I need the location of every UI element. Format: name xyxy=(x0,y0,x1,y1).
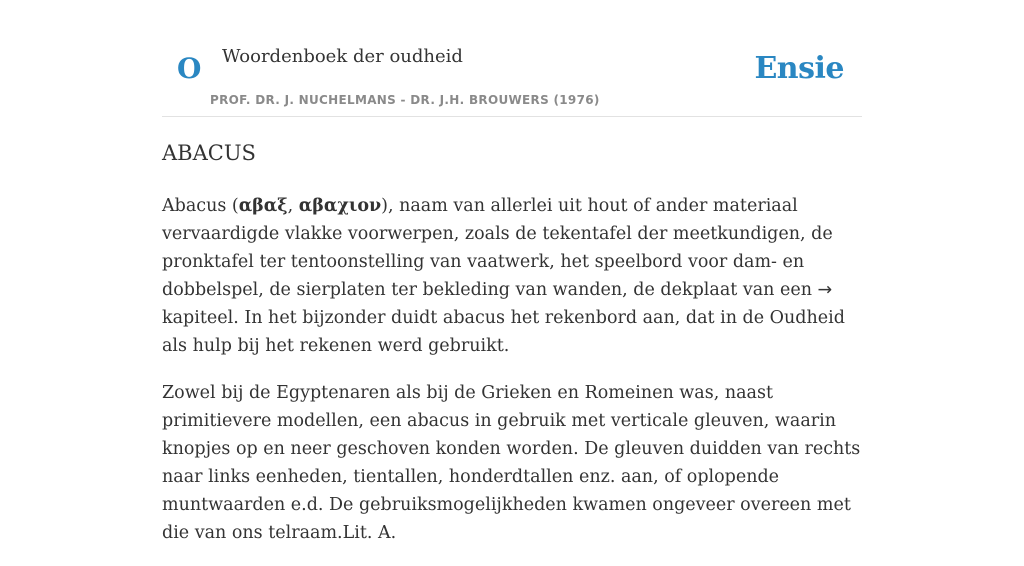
ensie-logo-link[interactable]: Ensie xyxy=(754,51,844,86)
greek-term-1: αβαξ xyxy=(238,196,288,216)
entry-content xyxy=(162,192,862,566)
p1-text: ), naam van allerlei uit hout of ander materiaal vervaardigde vlakke voorwerpen, zoals de tekentafel der meetkundigen, de pronktafel ter tentoonstelling van vaatwerk, het speelbord voor dam- en dobbelspel, de sierplaten ter bekleding van wanden, de dekplaat van een xyxy=(162,196,833,300)
letter-index[interactable]: O xyxy=(177,52,202,85)
greek-term-2: αβαχιον xyxy=(298,196,382,216)
book-title[interactable]: Woordenboek der oudheid xyxy=(222,46,463,67)
book-authors: PROF. DR. J. NUCHELMANS - DR. J.H. BROUWERS (1976) xyxy=(210,93,600,107)
book-header xyxy=(162,0,862,117)
p1-text-end: . In het bijzonder duidt abacus het rekenbord aan, dat in de Oudheid als hulp bij het rekenen werd gebruikt. xyxy=(162,308,845,356)
entry-title: ABACUS xyxy=(162,141,256,165)
p1-start: Abacus ( xyxy=(162,196,239,216)
paragraph-2: Zowel bij de Egyptenaren als bij de Grieken en Romeinen was, naast primitievere modellen, een abacus in gebruik met verticale gleuven, waarin knopjes op en neer geschoven konden worden. De gleuven duidden van rechts naar links eenheden, tientallen, honderdtallen enz. aan, of oplopende muntwaarden e.d. De gebruiksmogelijkheden kwamen ongeveer overeen met die van ons telraam.Lit. A. xyxy=(162,383,861,543)
kapiteel-link[interactable]: kapiteel xyxy=(162,308,234,328)
p1-separator: , xyxy=(287,196,299,216)
arrow-icon: → xyxy=(817,280,833,300)
paragraph-1 xyxy=(162,192,862,360)
